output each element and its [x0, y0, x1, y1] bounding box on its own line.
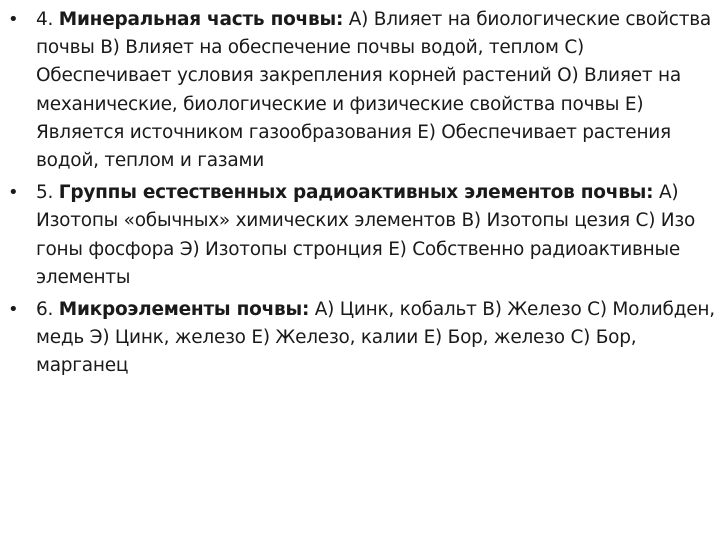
question-title: Микроэлементы почвы:: [58, 299, 310, 321]
question-number: 5.: [36, 182, 54, 204]
question-item: [6, 179, 716, 292]
question-answers: А) Изотопы «обычных» химических элементов В) Изотопы цезия С) Изо гоны фосфора Э) Изотопы стронция Е) Собственно радиоактивные элементы: [36, 182, 696, 288]
question-number: 6.: [36, 299, 54, 321]
question-answers: А) Влияет на биологические свойства почвы В) Влияет на обеспечение почвы водой, теплом С) Обеспечивает условия закрепления корней растений О) Влияет на механические, биологические и физические свойства почвы Е) Является источником газообразования Е) Обеспечивает растения водой, теплом и газами: [36, 9, 711, 172]
question-list: [6, 6, 716, 385]
question-answers: А) Цинк, кобальт В) Железо С) Молибден, медь Э) Цинк, железо Е) Железо, калии Е) Бор, железо С) Бор, марганец: [36, 299, 715, 377]
question-title: Группы естественных радиоактивных элементов почвы:: [58, 182, 654, 204]
question-number: 4.: [36, 9, 54, 30]
bullet-icon: •: [8, 9, 19, 30]
bullet-icon: •: [8, 182, 19, 204]
bullet-icon: •: [8, 299, 19, 321]
question-item: [6, 296, 716, 381]
question-item: [6, 6, 716, 175]
question-title: Минеральная часть почвы:: [58, 9, 344, 30]
